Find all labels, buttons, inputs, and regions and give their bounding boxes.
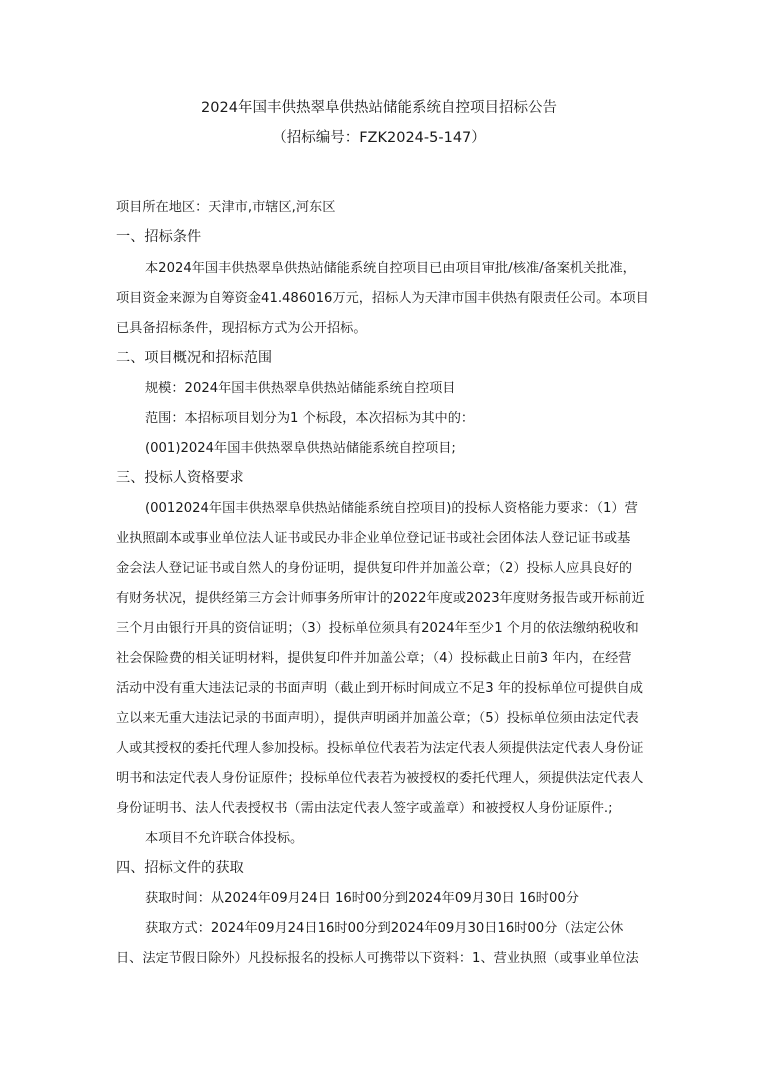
paragraph-line: (0012024年国丰供热翠阜供热站储能系统自控项目)的投标人资格能力要求：（1）营: [145, 501, 638, 516]
paragraph-line: 三个月由银行开具的资信证明；（3）投标单位须具有2024年至少1 个月的依法缴纳税收和: [116, 621, 639, 636]
paragraph-line: 本2024年国丰供热翠阜供热站储能系统自控项目已由项目审批/核准/备案机关批准，: [145, 261, 636, 276]
paragraph-line: 本项目不允许联合体投标。: [145, 831, 304, 846]
paragraph-line: 业执照副本或事业单位法人证书或民办非企业单位登记证书或社会团体法人登记证书或基: [116, 531, 631, 546]
paragraph-line: 日、法定节假日除外）凡投标报名的投标人可携带以下资料：1、营业执照（或事业单位法: [116, 951, 639, 966]
paragraph-line: 规模：2024年国丰供热翠阜供热站储能系统自控项目: [145, 381, 456, 396]
paragraph-line: 立以来无重大违法记录的书面声明），提供声明函并加盖公章；（5）投标单位须由法定代表: [116, 711, 639, 726]
paragraph-line: 明书和法定代表人身份证原件；投标单位代表若为被授权的委托代理人，须提供法定代表人: [116, 771, 644, 786]
section-heading-project-overview: 二、项目概况和招标范围: [116, 350, 273, 366]
paragraph-line: 已具备招标条件，现招标方式为公开招标。: [116, 321, 367, 336]
paragraph-line: 获取时间：从2024年09月24日 16时00分到2024年09月30日 16时00分: [145, 891, 579, 906]
section-heading-bidding-conditions: 一、招标条件: [116, 229, 202, 245]
document-title: 2024年国丰供热翠阜供热站储能系统自控项目招标公告: [201, 100, 557, 116]
paragraph-line: 社会保险费的相关证明材料，提供复印件并加盖公章；（4）投标截止日前3 年内，在经营: [116, 651, 632, 666]
paragraph-line: 获取方式：2024年09月24日16时00分到2024年09月30日16时00分（法定公休: [145, 921, 624, 936]
paragraph-line: 项目资金来源为自筹资金41.486016万元，招标人为天津市国丰供热有限责任公司。本项目: [116, 291, 649, 306]
tender-number: （招标编号：FZK2024-5-147）: [272, 130, 486, 146]
section-heading-bidder-qualifications: 三、投标人资格要求: [116, 470, 244, 486]
paragraph-line: 人或其授权的委托代理人参加投标。投标单位代表若为法定代表人须提供法定代表人身份证: [116, 741, 644, 756]
paragraph-line: 活动中没有重大违法记录的书面声明（截止到开标时间成立不足3 年的投标单位可提供自成: [116, 681, 643, 696]
project-region: 项目所在地区：天津市,市辖区,河东区: [116, 200, 336, 215]
paragraph-line: 金会法人登记证书或自然人的身份证明，提供复印件并加盖公章；（2）投标人应具良好的: [116, 561, 633, 576]
section-heading-tender-documents: 四、招标文件的获取: [116, 860, 244, 876]
paragraph-line: 有财务状况，提供经第三方会计师事务所审计的2022年度或2023年度财务报告或开标前近: [116, 591, 645, 606]
paragraph-line: 范围：本招标项目划分为1 个标段，本次招标为其中的：: [145, 411, 475, 426]
paragraph-line: 身份证明书、法人代表授权书（需由法定代表人签字或盖章）和被授权人身份证原件.;: [116, 801, 613, 816]
paragraph-line: (001)2024年国丰供热翠阜供热站储能系统自控项目;: [145, 441, 456, 456]
